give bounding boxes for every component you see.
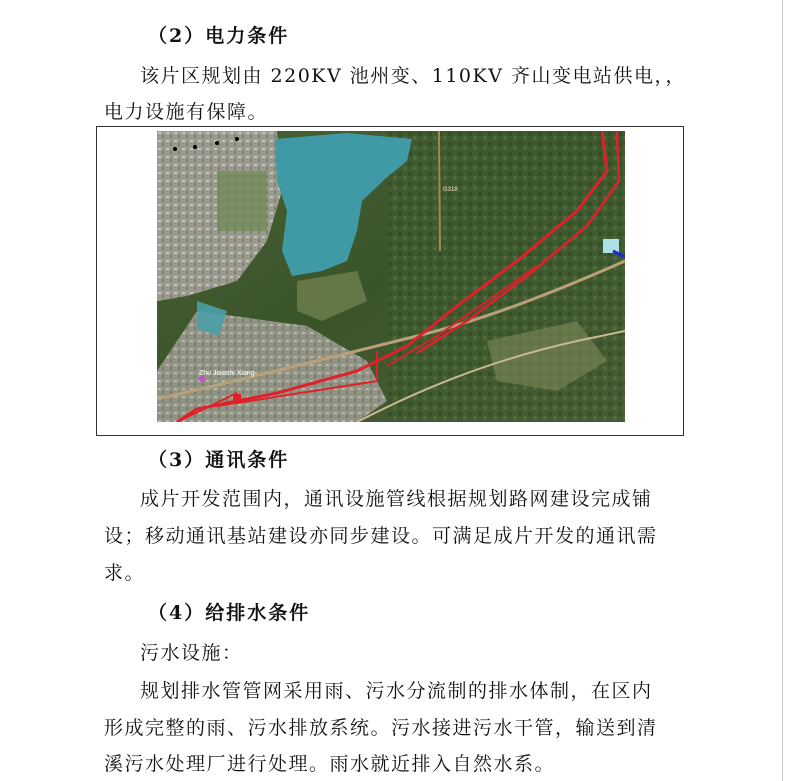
subheading-sewage: 污水设施： (140, 642, 243, 664)
paragraph-water-line-1: 规划排水管管网采用雨、污水分流制的排水体制，在区内 (140, 680, 653, 702)
paragraph-telecom-line-1: 成片开发范围内，通讯设施管线根据规划路网建设完成铺 (140, 488, 653, 510)
paragraph-power-line-2: 电力设施有保障。 (104, 101, 269, 123)
section-heading-water: （4）给排水条件 (148, 602, 311, 624)
map-label-road: G318 (443, 187, 458, 193)
satellite-map-figure (157, 131, 625, 422)
paragraph-telecom-line-3: 求。 (104, 562, 146, 584)
road-north (439, 131, 440, 251)
paragraph-power-line-1: 该片区规划由 220KV 池州变、110KV 齐山变电站供电，， (140, 65, 686, 87)
paragraph-telecom-line-2: 设；移动通讯基站建设亦同步建设。可满足成片开发的通讯需 (104, 525, 658, 547)
paragraph-water-line-3: 溪污水处理厂进行处理。雨水就近排入自然水系。 (104, 753, 556, 775)
farm-fields (217, 171, 267, 231)
section-heading-telecom: （3）通讯条件 (148, 449, 290, 471)
map-label-town: Zhu Jiaoshi Xiang (199, 370, 255, 377)
paragraph-water-line-2: 形成完整的雨、污水排放系统。污水接进污水干管，输送到清 (104, 717, 658, 739)
section-heading-power: （2）电力条件 (148, 25, 290, 47)
substation-marker (233, 394, 241, 402)
site-marker (603, 239, 619, 253)
